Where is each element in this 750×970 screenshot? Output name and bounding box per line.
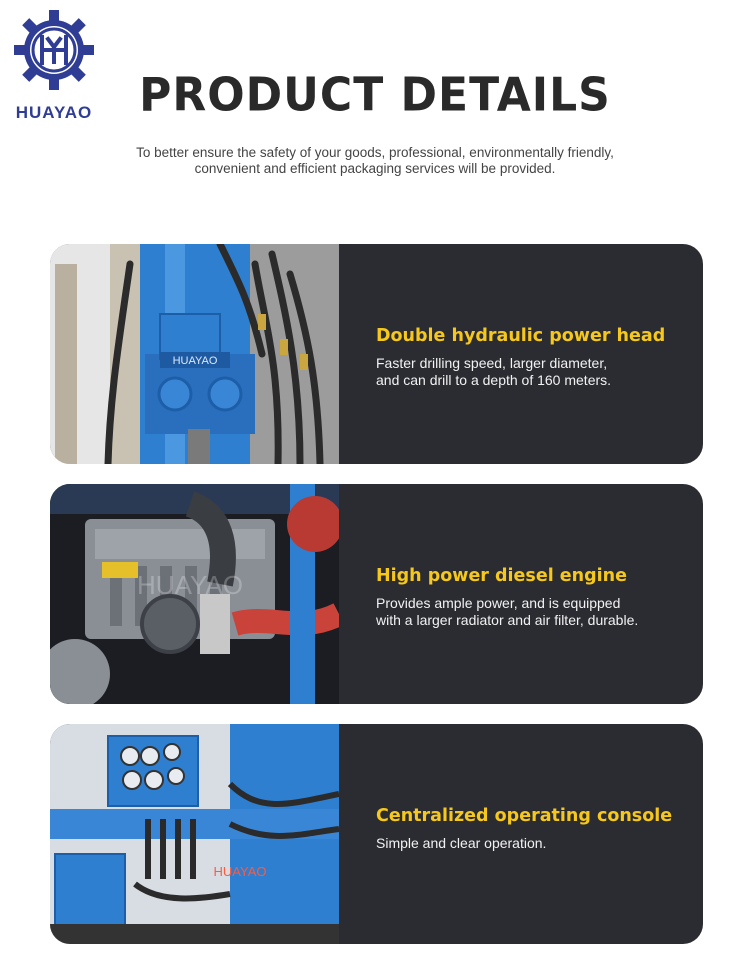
description-line: with a larger radiator and air filter, durable. xyxy=(376,612,639,628)
description-line: and can drill to a depth of 160 meters. xyxy=(376,372,612,388)
feature-heading: Centralized operating console xyxy=(376,806,673,826)
feature-card-diesel-engine xyxy=(50,484,703,704)
feature-description xyxy=(376,835,686,852)
logo-wordmark: HUAYAO xyxy=(15,103,93,122)
feature-card-power-head xyxy=(50,244,703,464)
hydraulic-power-head-photo xyxy=(50,244,339,464)
photo-watermark: HUAYAO xyxy=(172,355,218,367)
feature-description xyxy=(376,355,686,389)
description-line: Simple and clear operation. xyxy=(376,835,547,851)
subtitle-line: convenient and efficient packaging services will be provided. xyxy=(194,161,556,176)
description-line: Faster drilling speed, larger diameter, xyxy=(376,355,608,371)
diesel-engine-photo xyxy=(50,484,339,704)
photo-watermark: HUAYAO xyxy=(137,570,243,600)
page-title: PRODUCT DETAILS xyxy=(139,68,611,123)
photo-watermark: HUAYAO xyxy=(213,864,267,879)
page-subtitle xyxy=(100,145,650,177)
description-line: Provides ample power, and is equipped xyxy=(376,595,621,611)
feature-heading: Double hydraulic power head xyxy=(376,326,666,346)
feature-card-operating-console xyxy=(50,724,703,944)
subtitle-line: To better ensure the safety of your goods, professional, environmentally friendly, xyxy=(136,145,614,160)
feature-description xyxy=(376,595,686,629)
operating-console-photo xyxy=(50,724,339,944)
feature-heading: High power diesel engine xyxy=(376,566,627,586)
